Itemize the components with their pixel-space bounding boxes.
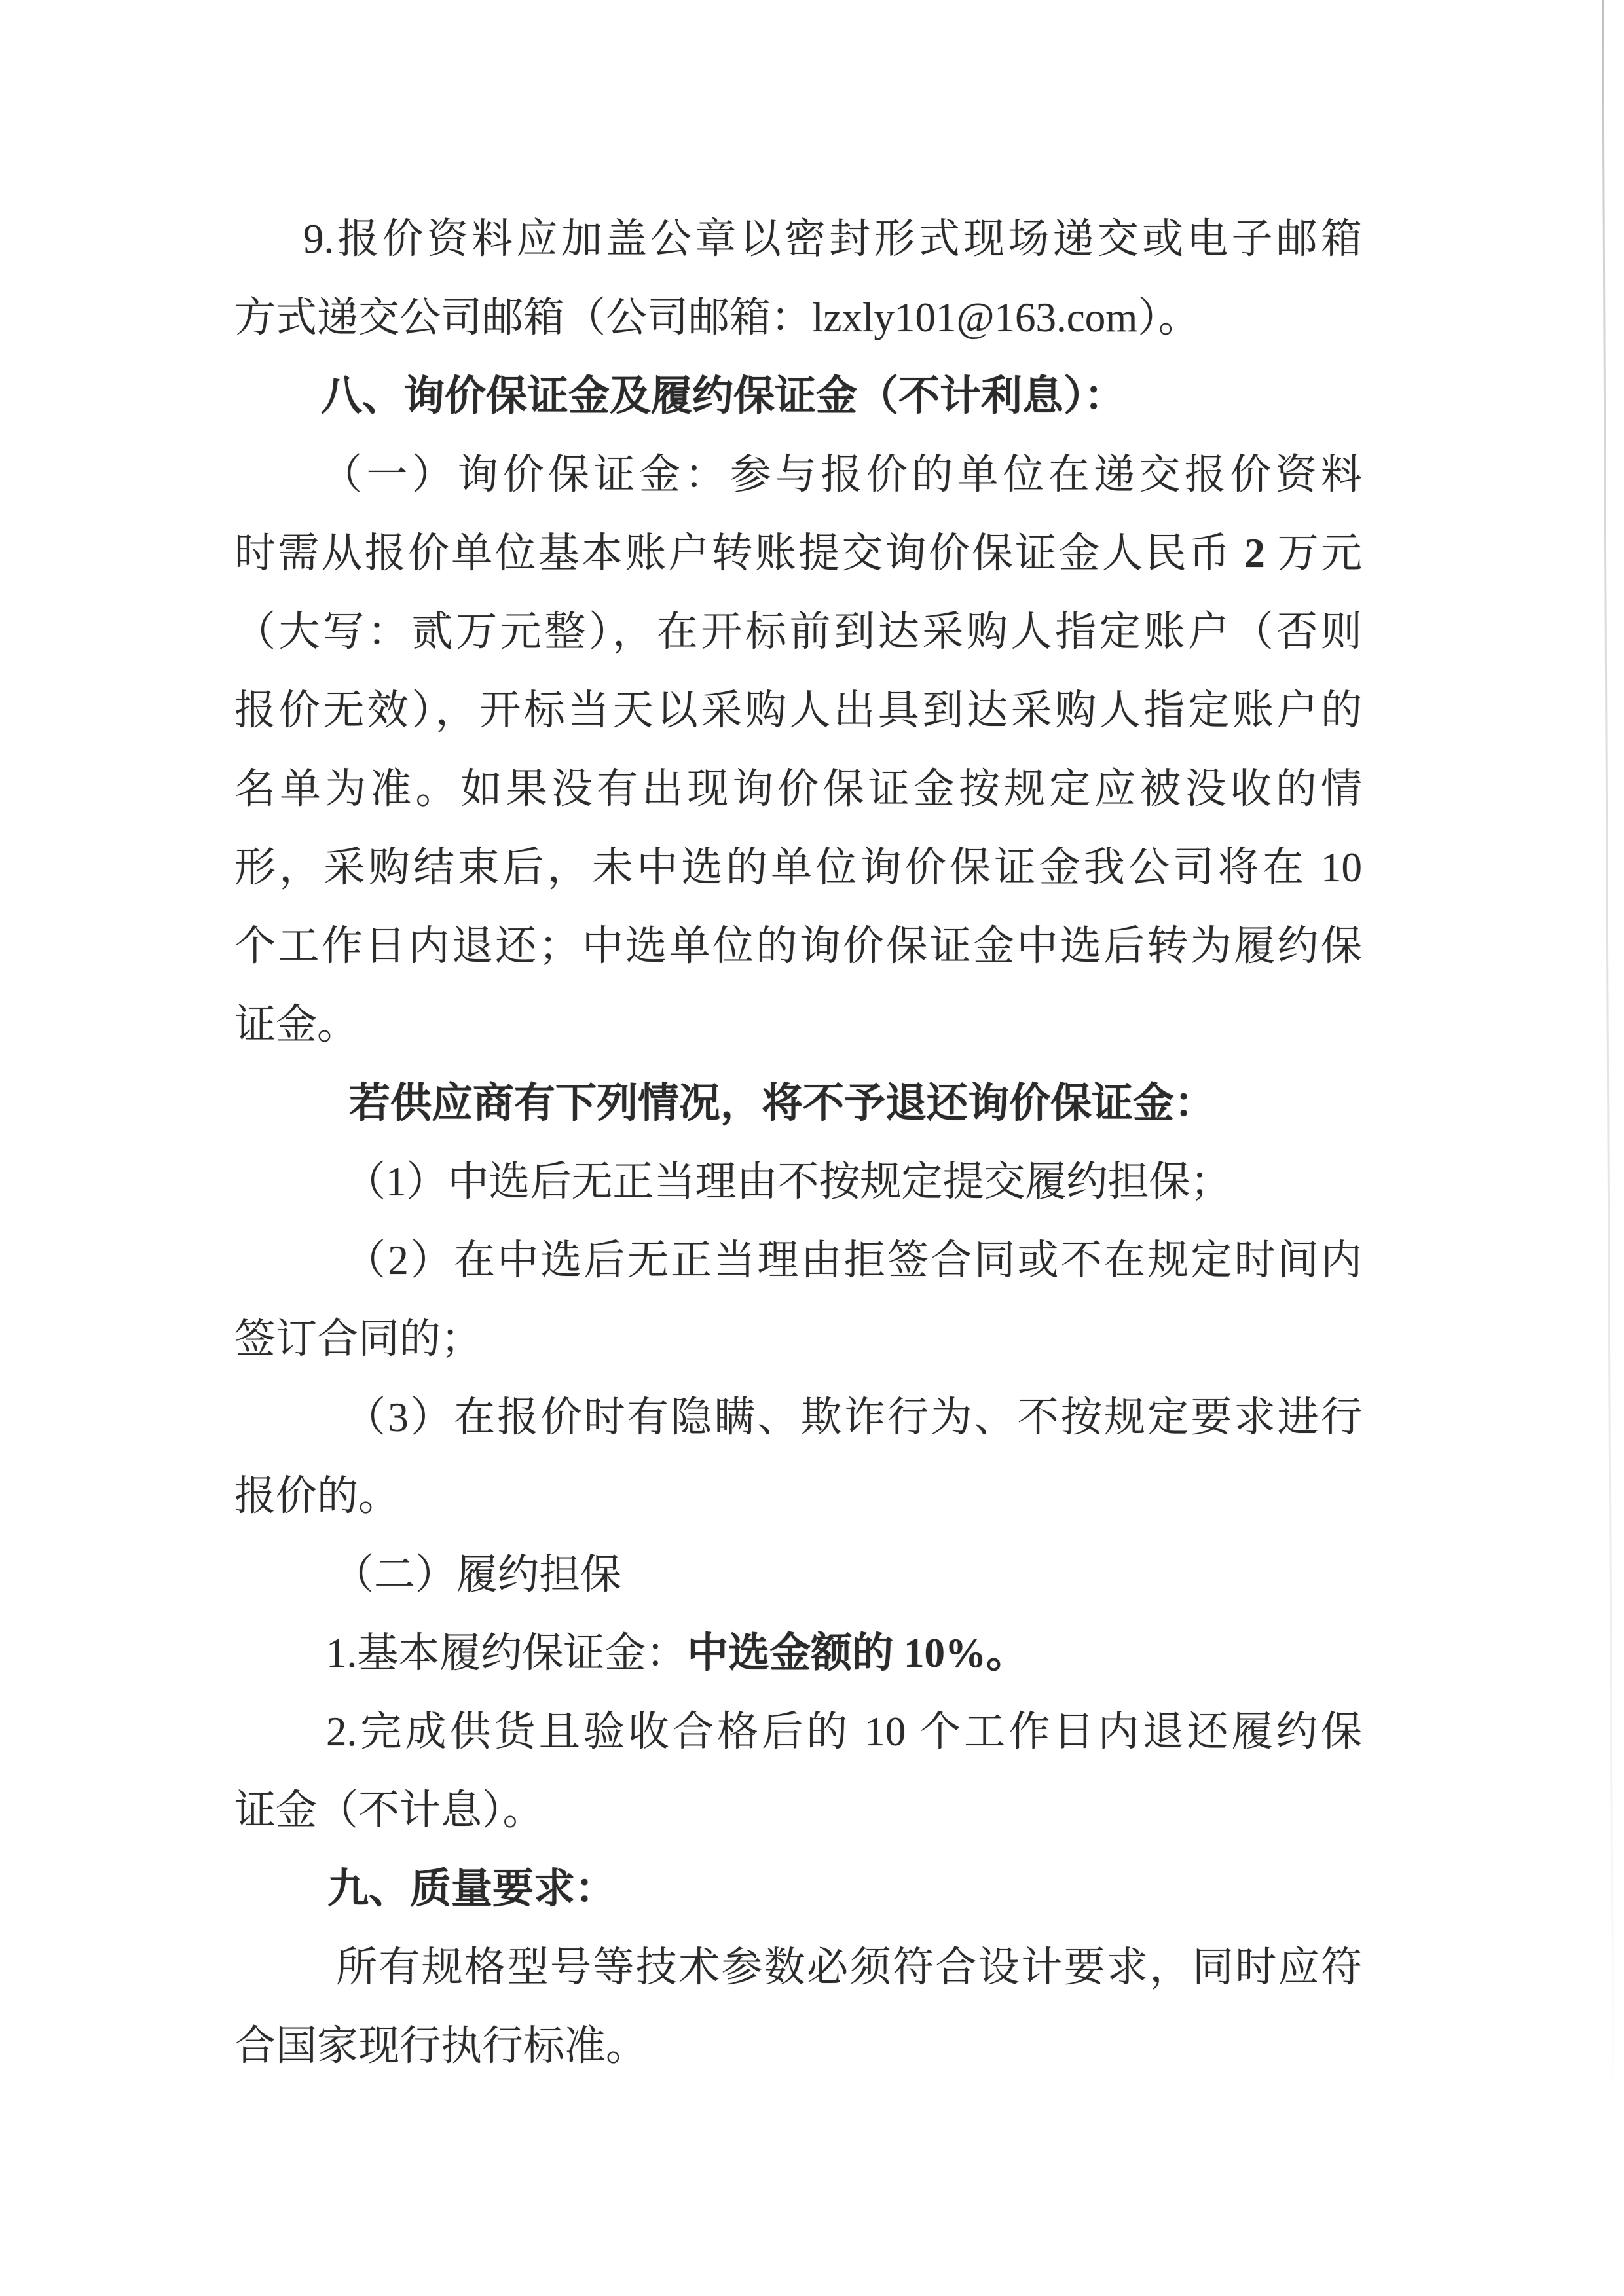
text-run: 报价的。 (234, 1473, 399, 1519)
text-run: 万元 (1264, 530, 1362, 576)
text-line (234, 592, 1362, 671)
bold-text-run: 2 (1244, 530, 1265, 576)
text-run: 报价无效），开标当天以采购人出具到达采购人指定账户的 (234, 687, 1362, 733)
text-line (234, 2007, 1362, 2085)
text-run: （3）在报价时有隐瞒、欺诈行为、不按规定要求进行 (344, 1394, 1362, 1440)
text-line (234, 514, 1362, 592)
text-line (234, 278, 1362, 357)
text-line (234, 907, 1362, 985)
bold-text-run: 八、询价保证金及履约保证金（不计利息）： (321, 373, 1126, 419)
text-line (234, 1221, 1362, 1300)
text-line (234, 828, 1362, 907)
text-run: 名单为准。如果没有出现询价保证金按规定应被没收的情 (234, 766, 1362, 812)
text-run: 时需从报价单位基本账户转账提交询价保证金人民币 (234, 530, 1245, 576)
text-line (234, 1928, 1362, 2007)
text-run: 证金。 (234, 1002, 358, 1048)
text-line (234, 1614, 1362, 1692)
text-line (234, 200, 1362, 278)
text-line (234, 750, 1362, 828)
bold-text-run: 若供应商有下列情况，将不予退还询价保证金： (349, 1080, 1215, 1126)
text-line (234, 671, 1362, 750)
text-run: 所有规格型号等技术参数必须符合设计要求，同时应符 (336, 1944, 1362, 1990)
text-line (234, 1692, 1362, 1771)
text-run: （2）在中选后无正当理由拒签合同或不在规定时间内 (344, 1237, 1362, 1283)
scan-edge-artifact (1602, 0, 1614, 2128)
bold-text-run: 九、质量要求： (327, 1866, 616, 1912)
text-line (234, 435, 1362, 514)
text-line (234, 1850, 1362, 1928)
text-line (234, 1378, 1362, 1457)
text-run: 方式递交公司邮箱（公司邮箱：lzxly101@163.com）。 (234, 295, 1200, 340)
text-line (234, 1300, 1362, 1378)
text-run: 合国家现行执行标准。 (234, 2023, 647, 2069)
text-line (234, 1535, 1362, 1614)
text-run: 9.报价资料应加盖公章以密封形式现场递交或电子邮箱 (303, 216, 1362, 262)
document-body (234, 200, 1362, 2085)
text-line (234, 985, 1362, 1064)
text-run: （二）履约担保 (333, 1552, 621, 1597)
text-run: 形，采购结束后，未中选的单位询价保证金我公司将在 10 (234, 845, 1362, 890)
text-line (234, 1457, 1362, 1535)
text-line (234, 1064, 1362, 1142)
text-run: 证金（不计息）。 (234, 1787, 544, 1833)
text-run: 个工作日内退还；中选单位的询价保证金中选后转为履约保 (234, 923, 1362, 969)
bold-text-run: 中选金额的 10%。 (687, 1630, 1027, 1676)
text-run: （一）询价保证金：参与报价的单位在递交报价资料 (321, 452, 1362, 498)
text-run: （大写：贰万元整），在开标前到达采购人指定账户（否则 (234, 609, 1362, 655)
text-run: 2.完成供货且验收合格后的 10 个工作日内退还履约保 (326, 1709, 1362, 1755)
text-run: 1.基本履约保证金： (326, 1630, 688, 1676)
text-run: （1）中选后无正当理由不按规定提交履约担保； (344, 1159, 1232, 1205)
text-line (234, 1142, 1362, 1221)
text-line (234, 1771, 1362, 1850)
text-line (234, 357, 1362, 435)
text-run: 签订合同的； (234, 1316, 482, 1362)
